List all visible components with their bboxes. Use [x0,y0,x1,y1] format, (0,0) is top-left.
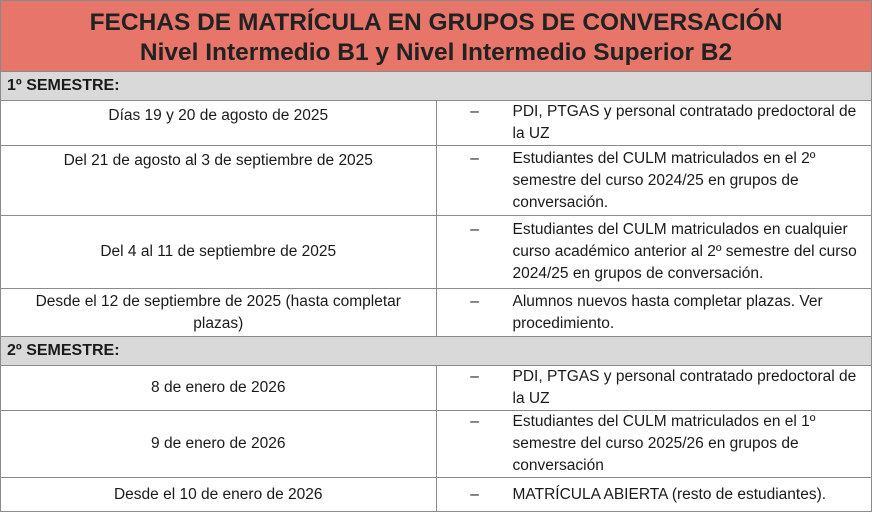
document-subtitle: Nivel Intermedio B1 y Nivel Intermedio Superior B2 [139,38,733,66]
description-text: PDI, PTGAS y personal contratado predoctoral de la UZ [512,368,857,407]
table-row [1,101,872,146]
date-cell: Desde el 10 de enero de 2026 [1,478,437,512]
date-cell: Del 21 de agosto al 3 de septiembre de 2025 [1,146,437,216]
table-row [1,411,872,478]
date-cell: 9 de enero de 2026 [1,411,437,478]
dash-mark: – [470,368,479,385]
semester-label: 2º SEMESTRE: [1,337,872,366]
semester-header-row [1,337,872,366]
date-cell: 8 de enero de 2026 [1,366,437,411]
description-text: Alumnos nuevos hasta completar plazas. Ver procedimiento. [512,292,823,332]
document-title: FECHAS DE MATRÍCULA EN GRUPOS DE CONVERSACIÓN [89,8,783,36]
title-cell [1,1,872,72]
description-text: MATRÍCULA ABIERTA (resto de estudiantes). [512,485,827,503]
description-text: PDI, PTGAS y personal contratado predoctoral de la UZ [512,103,857,142]
description-cell [436,216,872,289]
description-cell [436,289,872,337]
description-cell [436,101,872,146]
table-row [1,366,872,411]
description-cell [436,146,872,216]
description-text: Estudiantes del CULM matriculados en cualquier curso académico anterior al 2º semestre del curso 2024/25 en grupos de conversación. [512,221,857,282]
table-row [1,289,872,337]
description-text: Estudiantes del CULM matriculados en el 1º semestre del curso 2025/26 en grupos de conversación [512,413,816,474]
table-row [1,216,872,289]
dash-mark: – [470,149,479,167]
description-text: Estudiantes del CULM matriculados en el 2º semestre del curso 2024/25 en grupos de conversación. [512,149,816,211]
dash-mark: – [470,292,479,310]
dash-mark: – [470,221,479,238]
date-cell: Desde el 12 de septiembre de 2025 (hasta completar plazas) [1,289,437,337]
title-row [1,1,872,72]
semester-label: 1º SEMESTRE: [1,72,872,101]
description-cell [436,411,872,478]
date-cell: Del 4 al 11 de septiembre de 2025 [1,216,437,289]
description-cell [436,366,872,411]
semester-header-row [1,72,872,101]
date-cell: Días 19 y 20 de agosto de 2025 [1,101,437,146]
dash-mark: – [470,103,479,120]
table-row [1,146,872,216]
dash-mark: – [470,485,479,503]
dash-mark: – [470,413,479,430]
